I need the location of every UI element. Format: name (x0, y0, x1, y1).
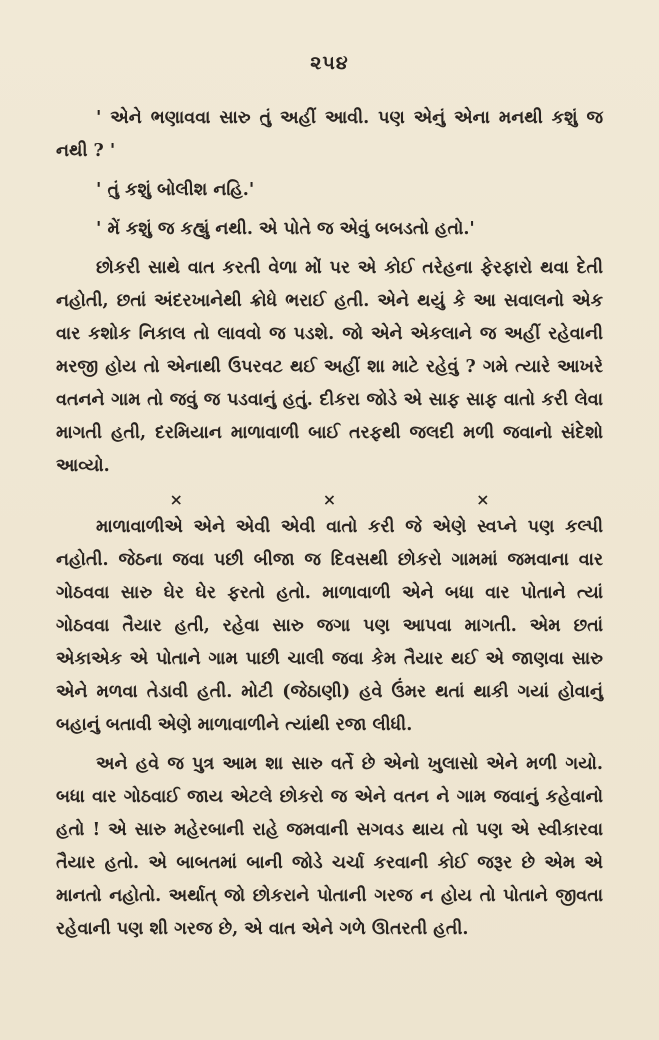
section-separator (100, 489, 560, 511)
dialogue-line: ' મેં કશું જ કહ્યું નથી. એ પોતે જ એવું બબડતો હતો.' (96, 219, 475, 239)
separator-mark: × (322, 490, 337, 509)
body-paragraph: અને હવે જ પુત્ર આમ શા સારુ વર્તે છે એનો ખુલાસો એને મળી ગયો. બધા વાર ગોઠવાઈ જાય એટલે છોકરો જ એને વતન ને ગામ જવાનું કહેવાનો હતો ! એ સારુ મહેરબાની રાહે જમવાની સગવડ થાય તો પણ એ સ્વીકારવા તૈયાર હતો. એ બાબતમાં બાની જોડે ચર્ચા કરવાની કોઈ જરૂર છે એમ એ માનતો નહોતો. અર્થાત્ જો છોકરાને પોતાની ગરજ ન હોય તો પોતાને જીવતા રહેવાની પણ શી ગરજ છે, એ વાત એને ગળે ઊતરતી હતી. (56, 754, 603, 939)
separator-mark: × (476, 490, 490, 509)
page-number: ૨૫૪ (310, 52, 349, 74)
body-paragraph: છોકરી સાથે વાત કરતી વેળા મોં પર એ કોઈ તરેહના ફેરફારો થવા દેતી નહોતી, છતાં અંદરખાનેથી ક્રોધે ભરાઈ હતી. એને થયું કે આ સવાલનો એક વાર કશોક નિકાલ તો લાવવો જ પડશે. જો એને એકલાને જ અહીં રહેવાની મરજી હોય તો એનાથી ઉપરવટ થઈ અહીં શા માટે રહેવું ? ગમે ત્યારે આખરે વતનને ગામ તો જવું જ પડવાનું હતું. દીકરા જોડે એ સાફ સાફ વાતો કરી લેવા માગતી હતી, દરમિયાન માળાવાળી બાઈ તરફથી જલદી મળી જવાનો સંદેશો આવ્યો. (56, 258, 603, 476)
body-paragraph: માળાવાળીએ એને એવી એવી વાતો કરી જે એણે સ્વપ્ને પણ કલ્પી નહોતી. જેઠના જવા પછી બીજા જ દિવસથી છોકરો ગામમાં જમવાના વાર ગોઠવવા સારુ ઘેર ઘેર ફરતો હતો. માળાવાળી એને બધા વાર પોતાને ત્યાં ગોઠવવા તૈયાર હતી, રહેવા સારુ જગા પણ આપવા માગતી. એમ છતાં એકાએક એ પોતાને ગામ પાછી ચાલી જવા કેમ તૈયાર થઈ એ જાણવા સારુ એને મળવા તેડાવી હતી. મોટી (જેઠાણી) હવે ઉંમર થતાં થાકી ગયાં હોવાનું બહાનું બતાવી એણે માળાવાળીને ત્યાંથી રજા લીધી. (56, 517, 603, 735)
dialogue-line: ' તું કશું બોલીશ નહિ.' (96, 180, 255, 200)
separator-mark: × (169, 490, 183, 509)
dialogue-line: ' એને ભણાવવા સારુ તું અહીં આવી. પણ એનું એના મનથી કશું જ નથી ? ' (56, 108, 603, 161)
